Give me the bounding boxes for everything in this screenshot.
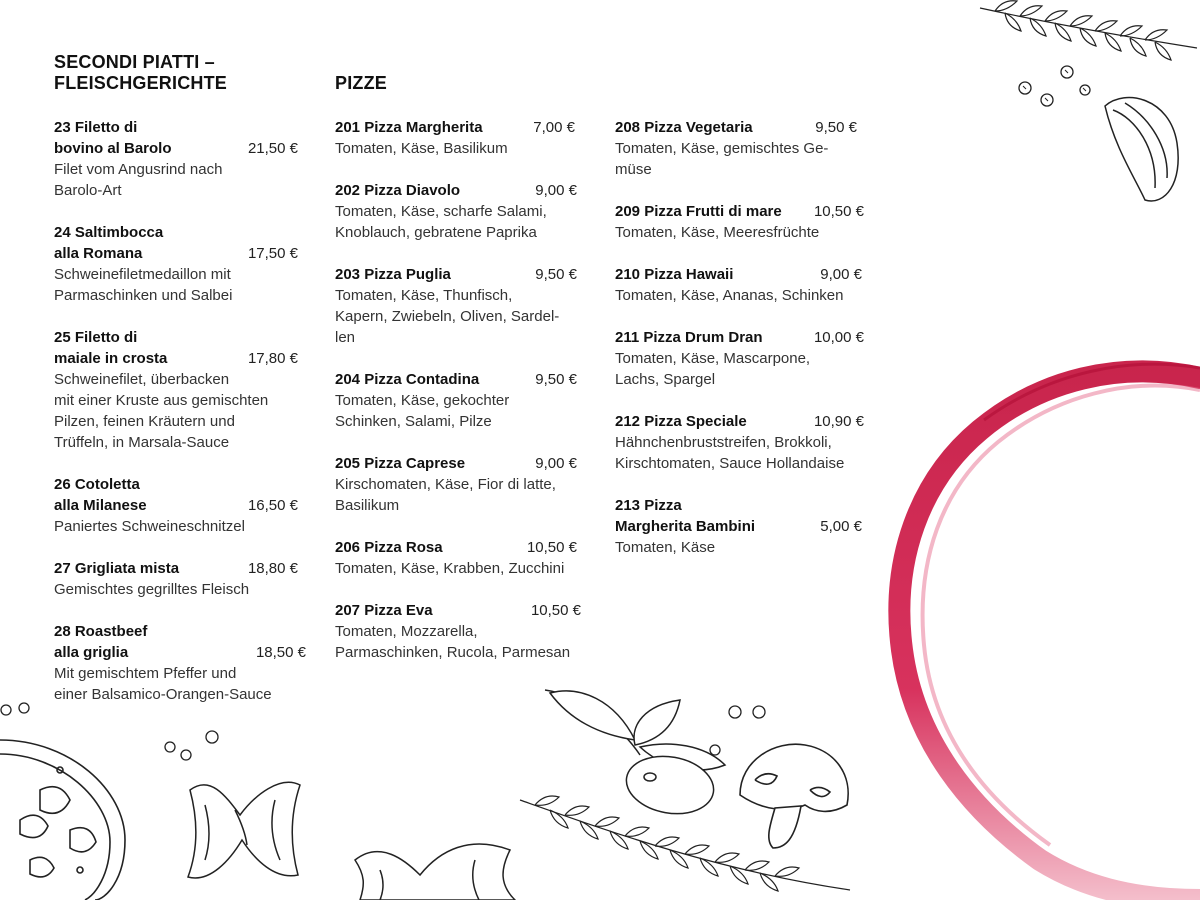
menu-item-price: 10,90 € bbox=[813, 413, 864, 430]
menu-item-price: 9,50 € bbox=[815, 119, 857, 136]
menu-item bbox=[615, 117, 857, 180]
menu-item-name: 24 Saltimbocca alla Romana bbox=[54, 224, 164, 262]
menu-item-price: 10,50 € bbox=[530, 602, 581, 619]
menu-item-name: 23 Filetto di bovino al Barolo bbox=[54, 119, 172, 157]
menu-item-description: Filet vom Angusrind nach Barolo-Art bbox=[54, 161, 223, 199]
menu-item-price: 21,50 € bbox=[247, 140, 298, 157]
peppercorn-icon bbox=[1015, 60, 1095, 110]
menu-item-price: 10,50 € bbox=[813, 203, 864, 220]
menu-item-description: Tomaten, Mozzarella, Parmaschinken, Rucola, Parmesan bbox=[335, 623, 571, 661]
menu-item bbox=[335, 453, 577, 516]
menu-item-description: Tomaten, Käse, Meeresfrüchte bbox=[615, 224, 820, 241]
section-title-secondi: SECONDI PIATTI – FLEISCHGERICHTE bbox=[54, 52, 228, 93]
menu-item-name: 207 Pizza Eva bbox=[335, 602, 433, 619]
menu-item bbox=[335, 600, 581, 663]
menu-item bbox=[54, 222, 298, 306]
menu-item-name: 208 Pizza Vegetaria bbox=[615, 119, 753, 136]
menu-item-price: 17,80 € bbox=[247, 350, 298, 367]
tomato-slice-icon bbox=[0, 730, 130, 900]
menu-item-description: Mit gemischtem Pfeffer und einer Balsamico-Orangen-Sauce bbox=[54, 665, 272, 703]
menu-item-price: 5,00 € bbox=[820, 518, 862, 535]
menu-item-name: 206 Pizza Rosa bbox=[335, 539, 443, 556]
menu-item-description: Schweinefiletmedaillon mit Parmaschinken und Salbei bbox=[54, 266, 233, 304]
menu-item-price: 10,50 € bbox=[526, 539, 577, 556]
menu-item-description: Schweinefilet, überbacken mit einer Kruste aus gemischten Pilzen, feinen Kräutern und Trüffeln, in Marsala-Sauce bbox=[54, 371, 269, 451]
menu-item-price: 17,50 € bbox=[247, 245, 298, 262]
section-title-pizze: PIZZE bbox=[335, 73, 388, 93]
menu-item-price: 9,00 € bbox=[820, 266, 862, 283]
peppercorn-icon bbox=[160, 725, 225, 765]
menu-item bbox=[335, 180, 577, 243]
menu-item-price: 10,00 € bbox=[813, 329, 864, 346]
menu-item bbox=[54, 474, 298, 537]
menu-item bbox=[54, 621, 306, 705]
menu-item bbox=[615, 201, 864, 243]
menu-item-name: 201 Pizza Margherita bbox=[335, 119, 483, 136]
menu-item-name: 27 Grigliata mista bbox=[54, 560, 180, 577]
menu-item-name: 28 Roastbeef alla griglia bbox=[54, 623, 148, 661]
menu-item-description: Tomaten, Käse, Thunfisch, Kapern, Zwiebeln, Oliven, Sardel- len bbox=[335, 287, 560, 346]
menu-item-description: Tomaten, Käse, Krabben, Zucchini bbox=[335, 560, 565, 577]
menu-item-price: 9,50 € bbox=[535, 266, 577, 283]
menu-item-name: 212 Pizza Speciale bbox=[615, 413, 747, 430]
menu-item-price: 9,00 € bbox=[535, 455, 577, 472]
menu-item-description: Tomaten, Käse, scharfe Salami, Knoblauch, gebratene Paprika bbox=[335, 203, 547, 241]
menu-item-name: 25 Filetto di maiale in crosta bbox=[54, 329, 168, 367]
menu-item-name: 205 Pizza Caprese bbox=[335, 455, 466, 472]
menu-item-description: Hähnchenbruststreifen, Brokkoli, Kirschtomaten, Sauce Hollandaise bbox=[615, 434, 845, 472]
menu-item bbox=[615, 411, 864, 474]
menu-item-description: Tomaten, Käse, Basilikum bbox=[335, 140, 508, 157]
menu-item-description: Tomaten, Käse, Mascarpone, Lachs, Spargel bbox=[615, 350, 811, 388]
pizze-column-2 bbox=[615, 117, 865, 567]
menu-item bbox=[335, 369, 577, 432]
menu-item bbox=[335, 264, 577, 348]
menu-item-description: Tomaten, Käse bbox=[615, 539, 716, 556]
menu-item-description: Tomaten, Käse, gekochter Schinken, Salami, Pilze bbox=[335, 392, 510, 430]
menu-item-name: 209 Pizza Frutti di mare bbox=[615, 203, 782, 220]
secondi-column bbox=[54, 117, 306, 707]
menu-item-name: 203 Pizza Puglia bbox=[335, 266, 451, 283]
menu-item-price: 9,00 € bbox=[535, 182, 577, 199]
menu-item bbox=[615, 327, 864, 390]
garlic-icon bbox=[1095, 88, 1185, 208]
menu-item bbox=[54, 327, 306, 453]
menu-item-description: Gemischtes gegrilltes Fleisch bbox=[54, 581, 250, 598]
menu-item-name: 204 Pizza Contadina bbox=[335, 371, 480, 388]
menu-item bbox=[615, 264, 862, 306]
menu-item-name: 26 Cotoletta alla Milanese bbox=[54, 476, 147, 514]
menu-item bbox=[54, 558, 298, 600]
menu-item bbox=[335, 117, 575, 159]
menu-item-price: 9,50 € bbox=[535, 371, 577, 388]
menu-item-description: Paniertes Schweineschnitzel bbox=[54, 518, 245, 535]
menu-item-name: 210 Pizza Hawaii bbox=[615, 266, 734, 283]
menu-item-name: 211 Pizza Drum Dran bbox=[615, 329, 763, 346]
wine-ring-stain bbox=[880, 360, 1200, 900]
menu-item-price: 7,00 € bbox=[533, 119, 575, 136]
menu-item-price: 16,50 € bbox=[247, 497, 298, 514]
mushroom-icon bbox=[735, 740, 855, 850]
menu-item-name: 202 Pizza Diavolo bbox=[335, 182, 461, 199]
pizze-column-1 bbox=[335, 117, 585, 667]
menu-item-price: 18,50 € bbox=[255, 644, 306, 661]
farfalle-pasta-icon bbox=[350, 830, 520, 900]
menu-item bbox=[54, 117, 298, 201]
menu-item bbox=[615, 495, 862, 558]
farfalle-pasta-icon bbox=[180, 765, 310, 895]
peppercorn-icon bbox=[0, 698, 45, 723]
menu-item-description: Tomaten, Käse, gemischtes Ge- müse bbox=[615, 140, 829, 178]
menu-item bbox=[335, 537, 577, 579]
menu-item-description: Kirschomaten, Käse, Fior di latte, Basilikum bbox=[335, 476, 556, 514]
menu-item-name: 213 Pizza Margherita Bambini bbox=[615, 497, 756, 535]
menu-item-description: Tomaten, Käse, Ananas, Schinken bbox=[615, 287, 844, 304]
menu-item-price: 18,80 € bbox=[247, 560, 298, 577]
